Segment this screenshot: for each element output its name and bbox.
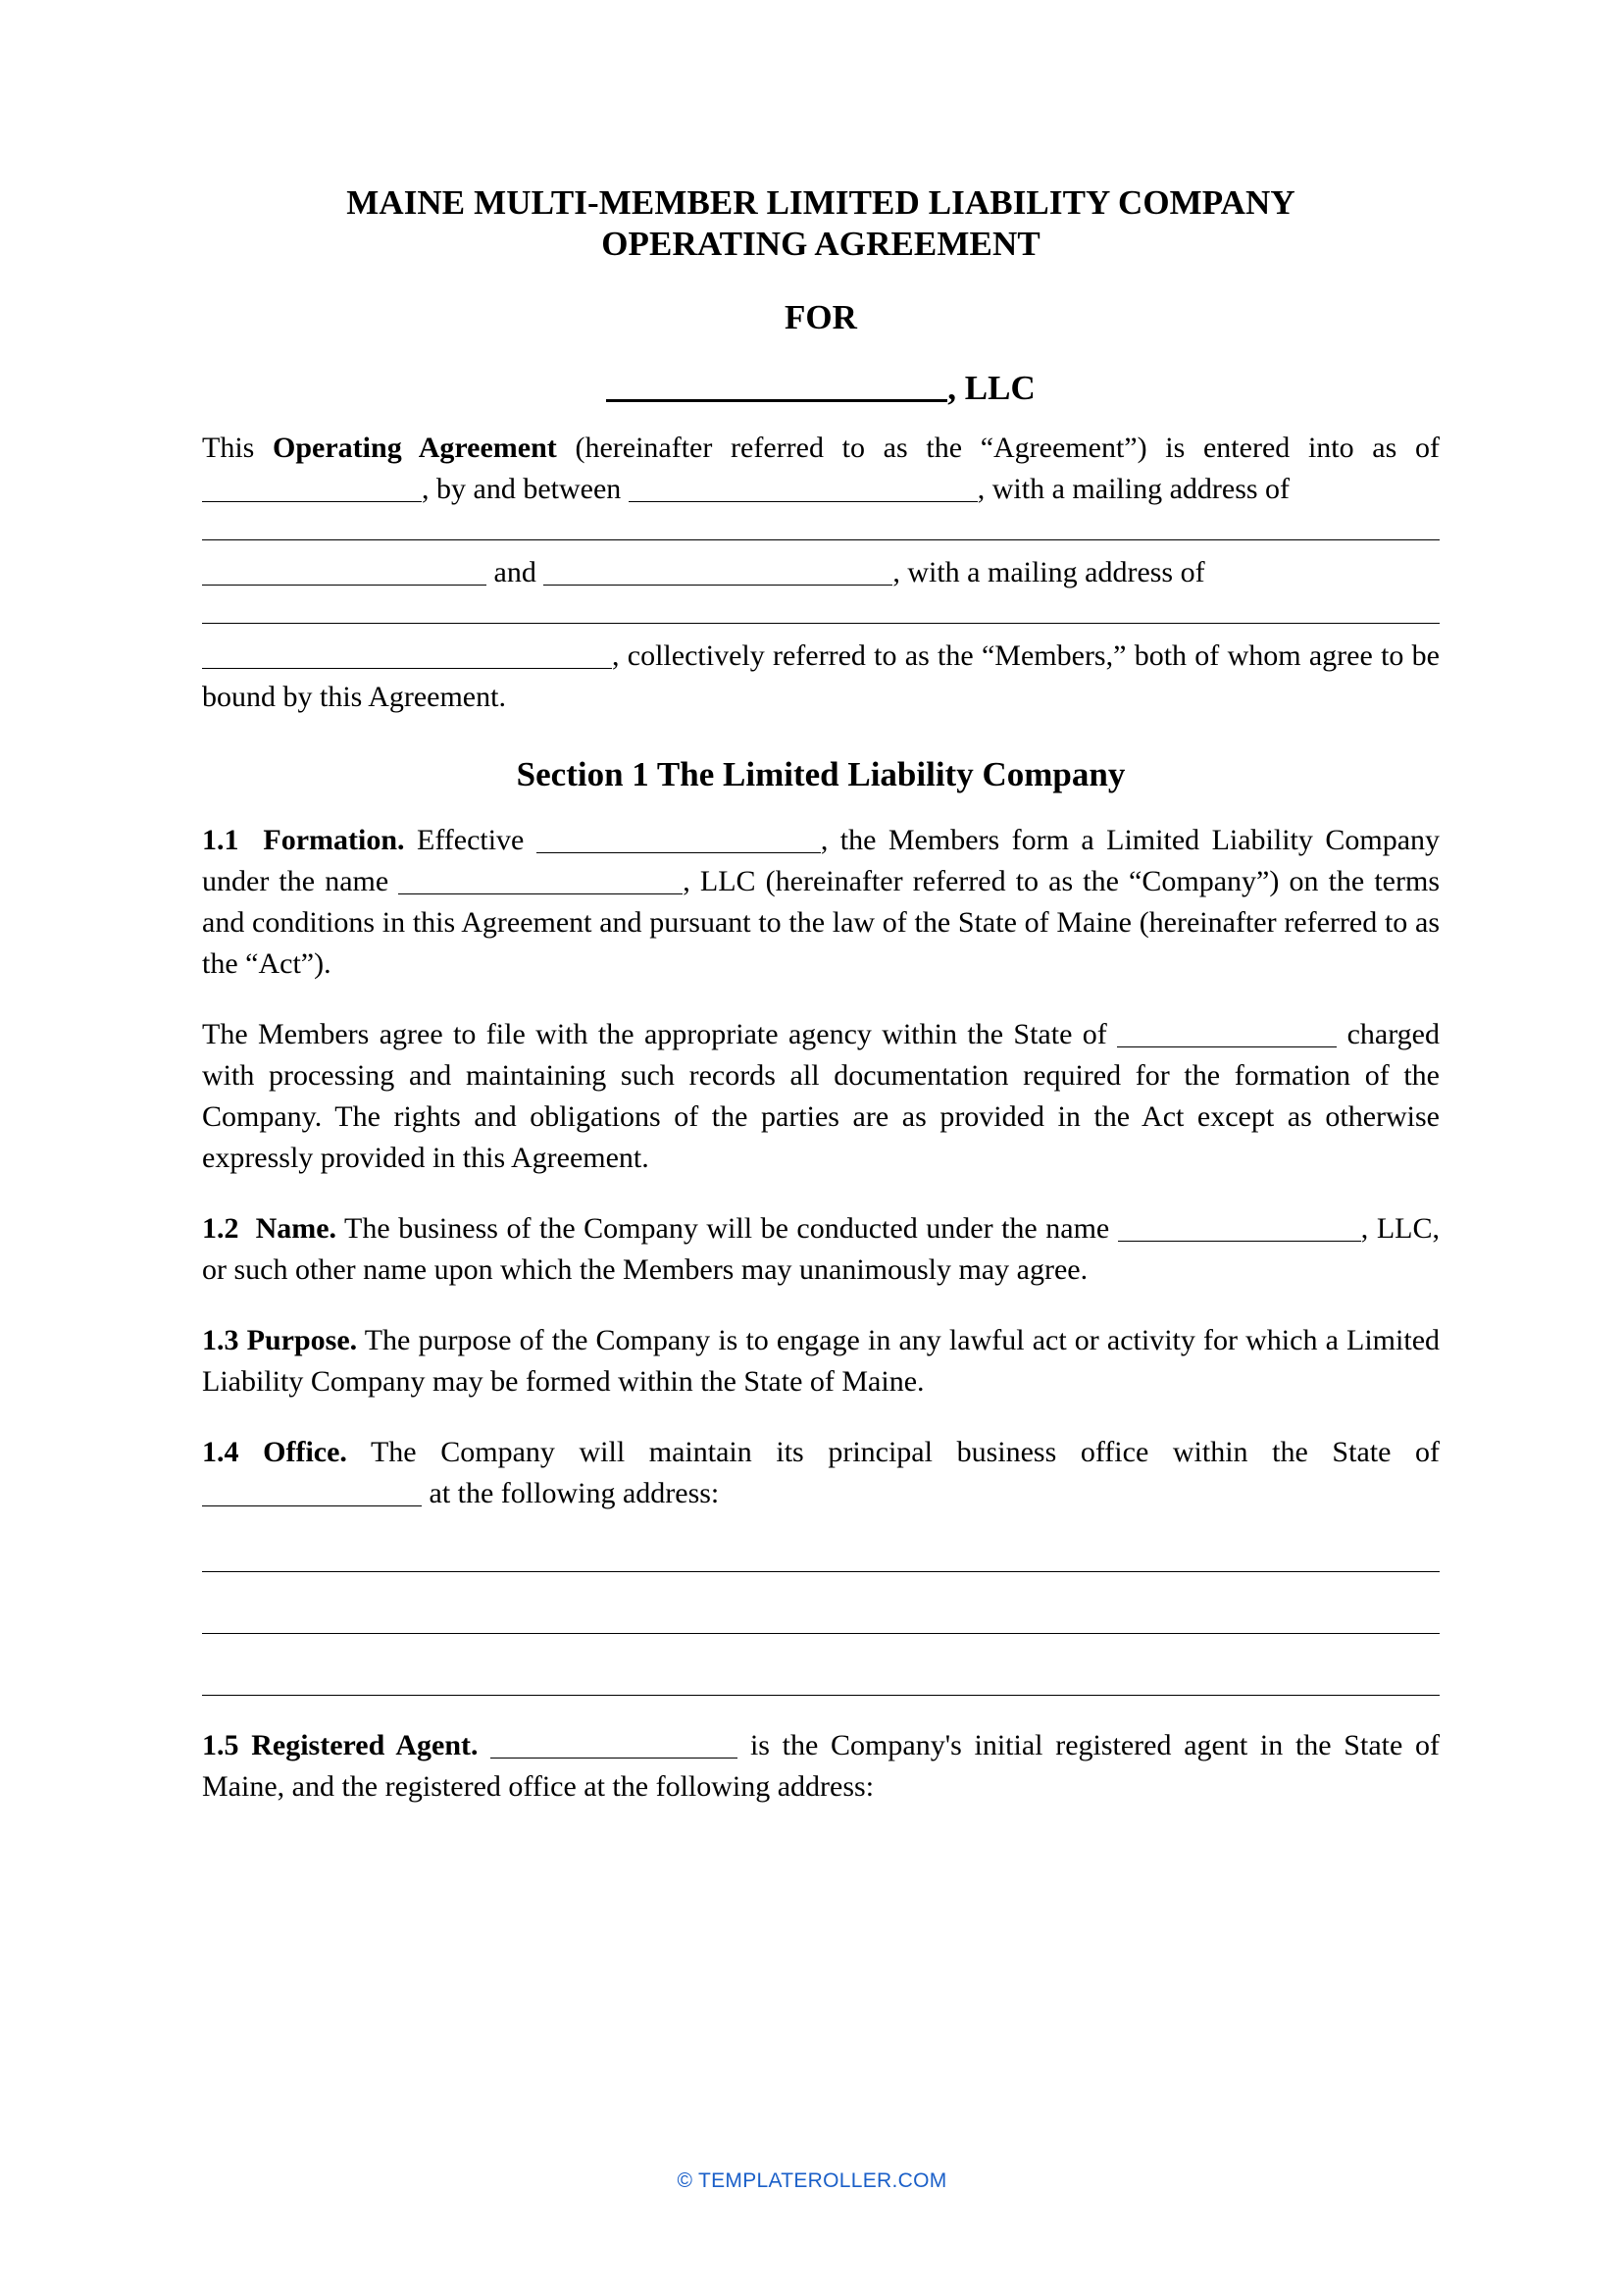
clause-1-4-text-b: at the following address:: [422, 1477, 720, 1509]
clause-1-5-label: Registered Agent.: [251, 1729, 479, 1761]
copyright-icon: ©: [677, 2169, 693, 2192]
clause-1-2-number: 1.2: [202, 1212, 239, 1245]
clause-1-4-label: Office.: [263, 1436, 347, 1468]
document-content: [202, 0, 1440, 1808]
clause-1-4-number: 1.4: [202, 1436, 239, 1468]
clause-1-1-text-a: Effective: [404, 824, 536, 856]
intro-text-e: and: [486, 556, 544, 588]
member-one-address-blank[interactable]: [202, 539, 1440, 540]
intro-text-b: (hereinafter referred to as the “Agreement”) is entered into as of: [556, 432, 1440, 464]
section-1-heading: Section 1 The Limited Liability Company: [516, 755, 1126, 793]
intro-text-a: This: [202, 432, 274, 464]
member-one-address-blank-2[interactable]: [202, 561, 486, 586]
filing-text-b: charged with processing and maintaining such records all documentation required for the formation of the Company. The rights and obligations of the parties are as provided in the Act except as otherwise expressly provided in this Agreement.: [202, 1018, 1440, 1174]
member-two-address-blank[interactable]: [202, 623, 1440, 624]
clause-1-2-text-b: , LLC, or such other name upon which the Members may unanimously may agree.: [202, 1212, 1440, 1286]
intro-text-c: , by and between: [422, 473, 629, 505]
footer-site-name: TEMPLATEROLLER.COM: [692, 2169, 947, 2192]
filing-text-a: The Members agree to file with the appropriate agency within the State of: [202, 1018, 1118, 1050]
clause-1-5-number: 1.5: [202, 1729, 239, 1761]
member-two-address-blank-2[interactable]: [202, 644, 612, 669]
office-address-line-2[interactable]: [202, 1633, 1440, 1634]
clause-1-1-text-c: , LLC (hereinafter referred to as the “Company”) on the terms and conditions in this Agreement and pursuant to the law of the State of Maine (hereinafter referred to as the “Act”).: [202, 865, 1440, 980]
company-name-blank[interactable]: [606, 399, 947, 402]
title-line-1: MAINE MULTI-MEMBER LIMITED LIABILITY COMPANY: [346, 183, 1295, 222]
footer-watermark: [0, 2169, 1624, 2193]
office-address-blank-lines: [202, 1514, 1440, 1696]
operating-agreement-term: Operating Agreement: [273, 432, 557, 464]
title-line-2: OPERATING AGREEMENT: [601, 225, 1040, 263]
member-two-name-blank[interactable]: [543, 561, 892, 586]
llc-suffix: , LLC: [947, 369, 1036, 407]
clause-1-1-text-b: , the Members form a Limited Liability Company under the name: [202, 824, 1441, 897]
clause-1-3-label: Purpose.: [246, 1324, 358, 1356]
clause-1-1-number: 1.1: [202, 824, 239, 856]
clause-1-2-name: [202, 1179, 1440, 1291]
company-name-blank-1-1[interactable]: [398, 870, 683, 894]
clause-1-1-filing-paragraph: [202, 985, 1440, 1179]
clause-1-4-text-a: The Company will maintain its principal business office within the State of: [346, 1436, 1441, 1468]
for-label: FOR: [785, 298, 857, 336]
clause-1-1-formation: [202, 800, 1440, 985]
clause-1-2-text-a: The business of the Company will be conducted under the name: [336, 1212, 1118, 1245]
office-address-line-1[interactable]: [202, 1571, 1440, 1572]
filing-agency-blank[interactable]: [1117, 1023, 1337, 1047]
clause-1-3-purpose: [202, 1291, 1440, 1402]
clause-1-5-text-a: [479, 1729, 491, 1761]
clause-1-5-text-b: is the Company's initial registered agent in the State of Maine, and the registered office at the following address:: [202, 1729, 1440, 1803]
page-title: [202, 0, 1440, 265]
clause-1-4-office: [202, 1402, 1440, 1514]
registered-agent-blank[interactable]: [490, 1734, 737, 1759]
intro-text-g: , collectively referred to as the “Members,” both of whom agree to be bound by this Agreement.: [202, 639, 1440, 713]
date-blank[interactable]: [202, 478, 422, 502]
member-one-name-blank[interactable]: [629, 478, 978, 502]
intro-text-f: , with a mailing address of: [892, 556, 1205, 588]
company-name-heading: [202, 337, 1440, 408]
clause-1-1-label: Formation.: [263, 824, 405, 856]
intro-text-d: , with a mailing address of: [977, 473, 1291, 505]
business-name-blank[interactable]: [1118, 1217, 1361, 1242]
effective-date-blank[interactable]: [536, 829, 821, 853]
intro-paragraph: [202, 408, 1440, 718]
clause-1-3-number: 1.3: [202, 1324, 239, 1356]
clause-1-2-label: Name.: [255, 1212, 337, 1245]
clause-1-3-text-a: The purpose of the Company is to engage in any lawful act or activity for which a Limited Liability Company may be formed within the State of Maine.: [202, 1324, 1441, 1398]
clause-1-5-registered-agent: [202, 1696, 1440, 1808]
office-state-blank[interactable]: [202, 1482, 422, 1506]
